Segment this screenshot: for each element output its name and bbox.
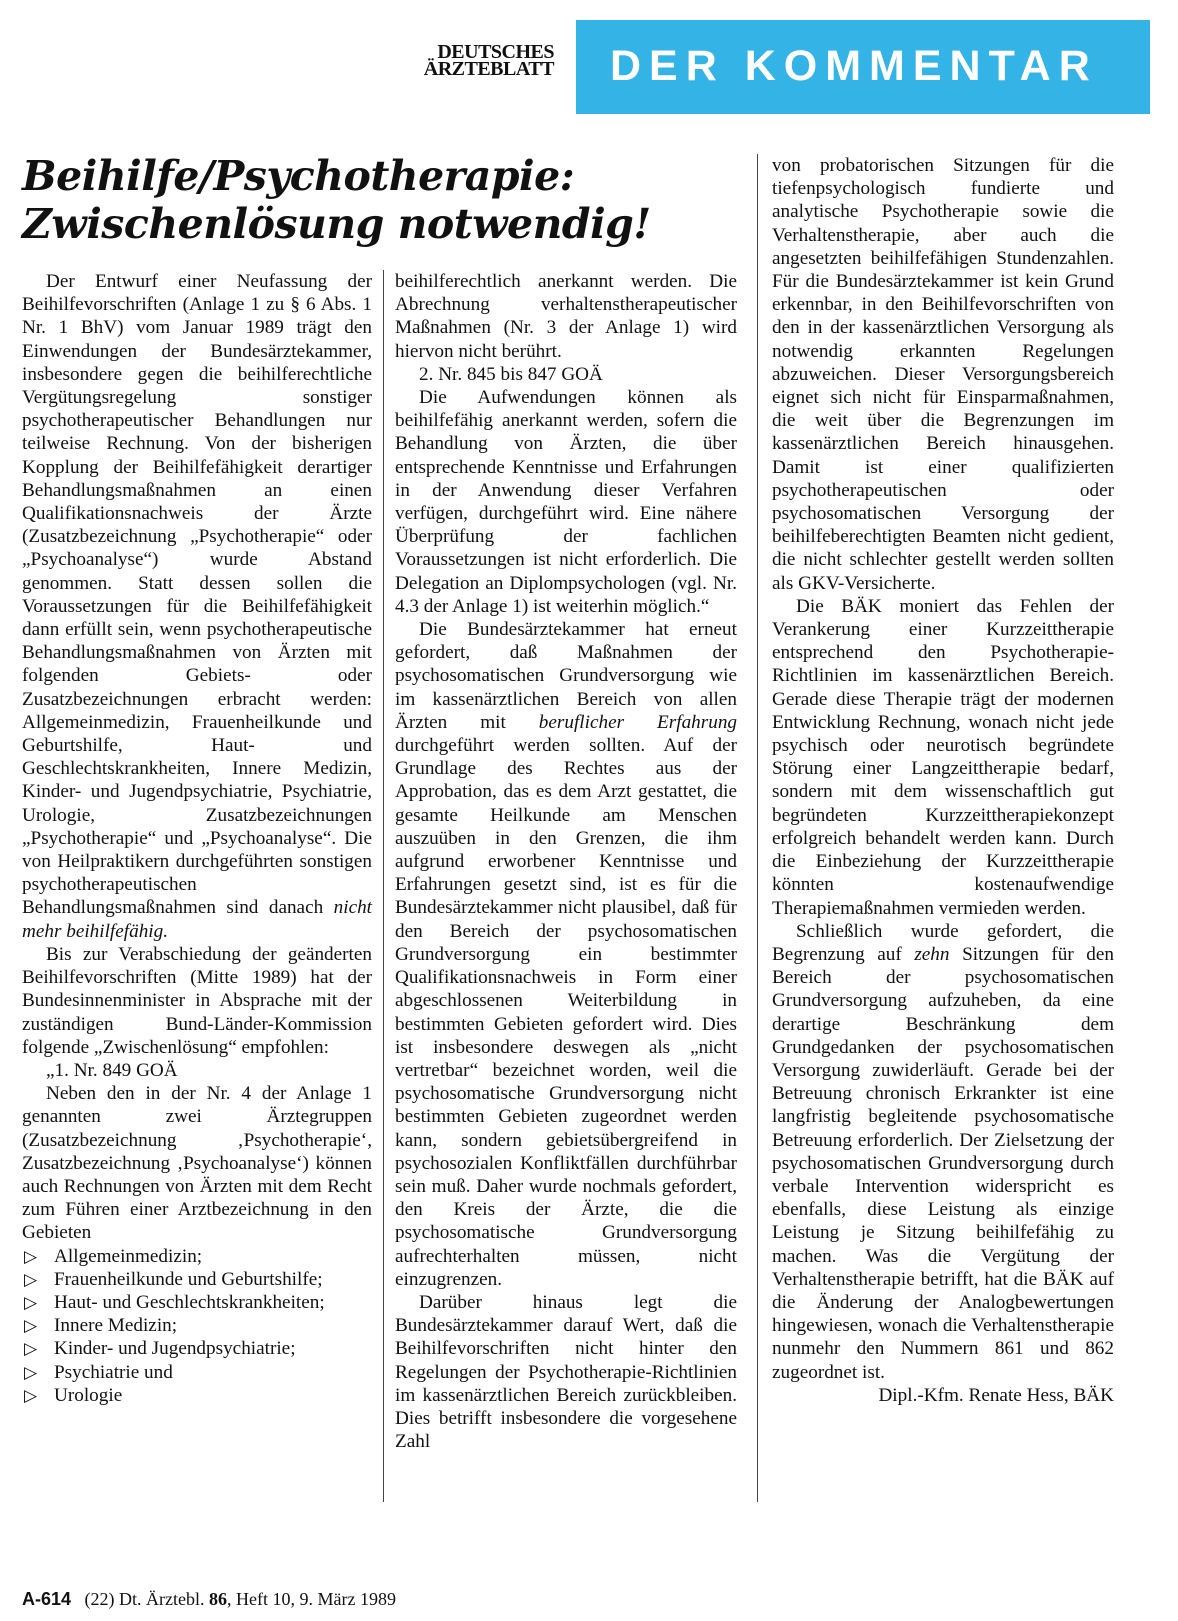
paragraph: beihilferechtlich anerkannt werden. Die Abrechnung verhaltenstherapeutischer Maßnahmen (Nr. 3 der Anlage 1) wird hiervon nicht berührt. [395,271,737,362]
emphasis: nicht mehr beihilfefähig. [22,897,373,942]
paragraph: Schließlich wurde gefordert, die Begrenzung auf zehn Sitzungen für den Bereich der psychosomatischen Grundversorgung aufzuheben, da eine derartige Beschränkung dem Grundgedanken der psychosomatischen Versorgung zuwiderläuft. Gerade bei der Betreuung chronisch Erkrankter ist eine langfristig begleitende psychosomatische Betreuung erforderlich. Der Zielsetzung der psychosomatischen Grundversorgung durch verbale Intervention widerspricht es ebenfalls, diese Leistung als einzige Leistung je Sitzung beihilfefähig zu machen. Was die Vergütung der Verhaltenstherapie betrifft, hat die BÄK auf die Änderung der Analogbewertungen hingewiesen, wonach die Verhaltenstherapie nunmehr den Nummern 861 und 862 zugeordnet ist. [772,920,1114,1383]
volume-number: 86 [209,1589,227,1609]
triangle-bullet-icon: ▷ [24,1246,38,1266]
emphasis: zehn [914,943,950,965]
paragraph: Neben den in der Nr. 4 der Anlage 1 genannten zwei Ärztegruppen (Zusatzbezeichnung ‚Psychotherapie‘, Zusatzbezeichnung ‚Psychoanalyse‘) können auch Rechnungen von Ärzten mit dem Recht zum Führen einer Arztbezeichnung in den Gebieten [22,1083,372,1244]
issue-date: , Heft 10, 9. März 1989 [227,1589,396,1609]
paragraph: 2. Nr. 845 bis 847 GOÄ [419,363,603,385]
paragraph: Bis zur Verabschiedung der geänderten Beihilfevorschriften (Mitte 1989) hat der Bundesinnenminister in Absprache mit der zuständigen Bund-Länder-Kommission folgende „Zwischenlösung“ empfohlen: [22,943,372,1058]
page-footer [22,1588,396,1610]
paragraph: „1. Nr. 849 GOÄ [46,1059,178,1081]
column-divider-2 [757,154,758,1502]
list-item: ▷ Kinder- und Jugendpsychiatrie; [24,1338,296,1360]
article-column-2 [395,270,737,1453]
triangle-bullet-icon: ▷ [24,1269,38,1289]
list-item: ▷ Frauenheilkunde und Geburtshilfe; [24,1268,323,1290]
headline-line2: Zwischenlösung notwendig! [22,200,651,248]
paragraph: Die BÄK moniert das Fehlen der Verankerung einer Kurzzeittherapie entsprechend den Psychotherapie-Richtlinien im kassenärztlichen Bereich. Gerade diese Therapie trägt der modernen Entwicklung Rechnung, wonach nicht jede psychisch oder neurotisch begründete Störung einer Langzeittherapie bedarf, sondern mit dem wissenschaftlich gut begründeten Kurzzeittherapiekonzept erfolgreich behandelt werden kann. Durch die Einbeziehung der Kurzzeittherapie könnten kostenaufwendige Therapiemaßnahmen vermieden werden. [772,595,1114,919]
section-banner [576,20,1150,114]
column-divider-1 [383,270,384,1502]
author-signature: Dipl.-Kfm. Renate Hess, BÄK [878,1384,1114,1406]
triangle-bullet-icon: ▷ [24,1385,38,1405]
paragraph: Die Bundesärztekammer hat erneut gefordert, daß Maßnahmen der psychosomatischen Grundversorgung wie im kassenärztlichen Bereich von allen Ärzten mit beruflicher Erfahrung durchgeführt werden sollten. Auf der Grundlage des Rechtes aus der Approbation, das es dem Arzt gestattet, die gesamte Heilkunde am Menschen auszuüben in den Grenzen, die ihm aufgrund erworbener Kenntnisse und Erfahrungen gesetzt sind, ist es für die Bundesärztekammer nicht plausibel, daß für den Bereich der psychosomatischen Grundversorgung ein bestimmter Qualifikationsnachweis in Form einer abgeschlossenen Weiterbildung in bestimmten Gebieten gefordert wird. Dies ist insbesondere deswegen als „nicht vertretbar“ bezeichnet worden, weil die psychosomatische Grundversorgung nicht bestimmten Gebieten zugeordnet werden kann, sondern gebietsübergreifend in psychosozialen Konfliktfällen durchführbar sein muß. Daher wurde nochmals gefordert, den Kreis der Ärzte, die die psychosomatische Grundversorgung aufrechterhalten müssen, nicht einzugrenzen. [395,619,738,1290]
list-item: ▷ Urologie [24,1384,123,1406]
paragraph: Der Entwurf einer Neufassung der Beihilfevorschriften (Anlage 1 zu § 6 Abs. 1 Nr. 1 BhV) vom Januar 1989 trägt den Einwendungen der Bundesärztekammer, insbesondere gegen die beihilferechtliche Vergütungsregelung sonstiger psychotherapeutischer Behandlungen nur teilweise Rechnung. Von der bisherigen Kopplung der Beihilfefähigkeit derartiger Behandlungsmaßnahmen an einen Qualifikationsnachweis der Ärzte (Zusatzbezeichnung „Psychotherapie“ oder „Psychoanalyse“) wurde Abstand genommen. Statt dessen sollen die Voraussetzungen für die Beihilfefähigkeit dann erfüllt sein, wenn psychotherapeutische Behandlungsmaßnahmen von Ärzten mit folgenden Gebiets- oder Zusatzbezeichnungen erbracht werden: Allgemeinmedizin, Frauenheilkunde und Geburtshilfe, Haut- und Geschlechtskrankheiten, Innere Medizin, Kinder- und Jugendpsychiatrie, Psychiatrie, Urologie, Zusatzbezeichnungen „Psychotherapie“ und „Psychoanalyse“. Die von Heilpraktikern durchgeführten sonstigen psychotherapeutischen Behandlungsmaßnahmen sind danach nicht mehr beihilfefähig. [22,271,373,942]
article-headline [22,152,762,248]
paragraph: Die Aufwendungen können als beihilfefähig anerkannt werden, sofern die Behandlung von Ärzten, die über entsprechende Kenntnisse und Erfahrungen in der Anwendung dieser Verfahren verfügen, durchgeführt wird. Eine nähere Überprüfung der fachlichen Voraussetzungen ist nicht erforderlich. Die Delegation an Diplompsychologen (vgl. Nr. 4.3 der Anlage 1) ist weiterhin möglich.“ [395,387,737,617]
list-item: ▷ Haut- und Geschlechtskrankheiten; [24,1291,325,1313]
list-item: ▷ Allgemeinmedizin; [24,1245,203,1267]
headline-line1: Beihilfe/Psychotherapie: [22,152,575,200]
section-label: DER KOMMENTAR [610,42,1098,90]
list-item: ▷ Psychiatrie und [24,1361,173,1383]
triangle-bullet-icon: ▷ [24,1316,38,1336]
list-item: ▷ Innere Medizin; [24,1315,178,1337]
masthead-line1: DEUTSCHES [437,41,554,63]
article-column-1 [22,270,372,1407]
masthead-line2: ÄRZTEBLATT [423,58,554,80]
emphasis: beruflicher Erfahrung [538,711,738,733]
triangle-bullet-icon: ▷ [24,1339,38,1359]
paragraph: von probatorischen Sitzungen für die tiefenpsychologisch fundierte und analytische Psychotherapie sowie die Verhaltenstherapie, aber auch die angesetzten beihilfefähigen Stundenzahlen. Für die Bundesärztekammer ist kein Grund erkennbar, in den Beihilfevorschriften von den in der kassenärztlichen Versorgung als notwendig erkannten Regelungen abzuweichen. Dieser Versorgungsbereich eignet sich nicht für Einsparmaßnahmen, die weit über die Begrenzungen im kassenärztlichen Bereich hinausgehen. Damit ist einer qualifizierten psychotherapeutischen oder psychosomatischen Versorgung der beihilfeberechtigten Beamten nicht gedient, die nicht schlechter gestellt werden sollten als GKV-Versicherte. [772,155,1114,594]
specialty-list [22,1245,372,1407]
journal-citation: (22) Dt. Ärztebl. [84,1589,205,1609]
triangle-bullet-icon: ▷ [24,1362,38,1382]
article-column-3 [772,154,1114,1407]
paragraph: Darüber hinaus legt die Bundesärztekammer darauf Wert, daß die Beihilfevorschriften nicht hinter den Regelungen der Psychotherapie-Richtlinien im kassenärztlichen Bereich zurückbleiben. Dies betrifft insbesondere die vorgesehene Zahl [395,1291,737,1453]
triangle-bullet-icon: ▷ [24,1292,38,1312]
masthead-logo [392,41,554,80]
page-number: A-614 [22,1589,72,1609]
